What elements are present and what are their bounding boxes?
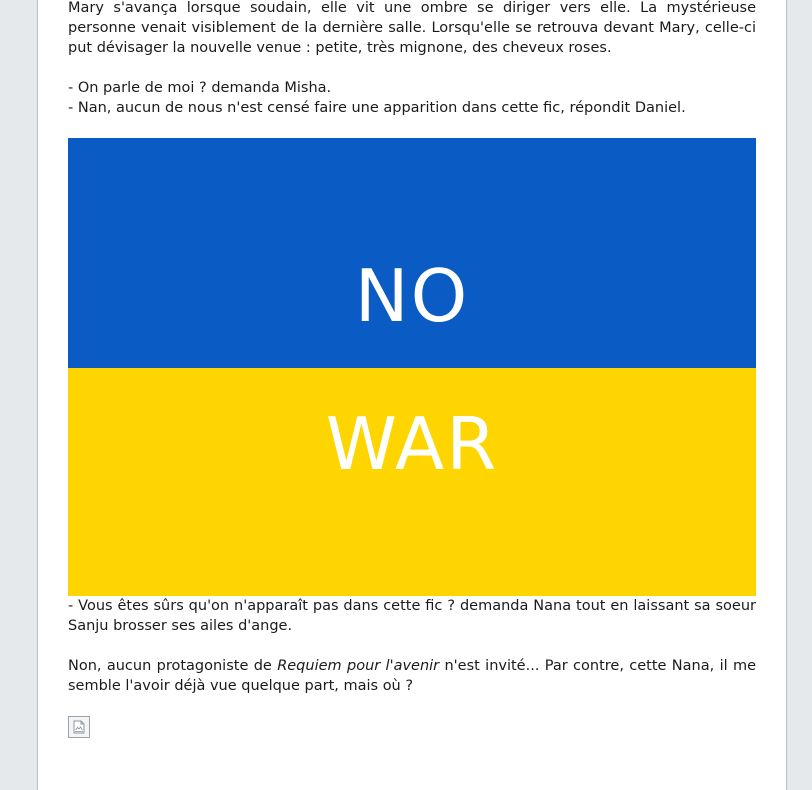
narration-text-start: Non, aucun protagoniste de <box>68 658 278 674</box>
narration-text-end: n'est invité... Par contre, cette Nana, il me semble l'avoir déjà vue quelque part, mais où ? <box>68 658 757 694</box>
spacer <box>68 636 756 656</box>
banner-word-no: NO <box>354 254 470 338</box>
story-page <box>37 0 787 790</box>
dialogue-line-nana: - Vous êtes sûrs qu'on n'apparaît pas dans cette fic ? demanda Nana tout en laissant sa soeur Sanju brosser ses ailes d'ange. <box>68 598 756 634</box>
story-content <box>68 0 756 738</box>
broken-image-icon[interactable] <box>68 716 90 738</box>
dialogue-line-misha: - On parle de moi ? demanda Misha. <box>68 80 332 96</box>
no-war-banner-image <box>68 138 756 596</box>
banner-word-war: WAR <box>325 402 499 486</box>
story-paragraph: Mary s'avança lorsque soudain, elle vit une ombre se diriger vers elle. La mystérieuse personne venait visiblement de la dernière salle. Lorsqu'elle se retrouva devant Mary, celle-ci put dévisager la nouvelle venue : petite, très mignone, des cheveux roses. <box>68 0 756 56</box>
fic-title: Requiem pour l'avenir <box>277 658 440 674</box>
narration-paragraph <box>68 656 756 696</box>
spacer <box>68 58 756 78</box>
dialogue-line-daniel: - Nan, aucun de nous n'est censé faire une apparition dans cette fic, répondit Daniel. <box>68 100 686 116</box>
